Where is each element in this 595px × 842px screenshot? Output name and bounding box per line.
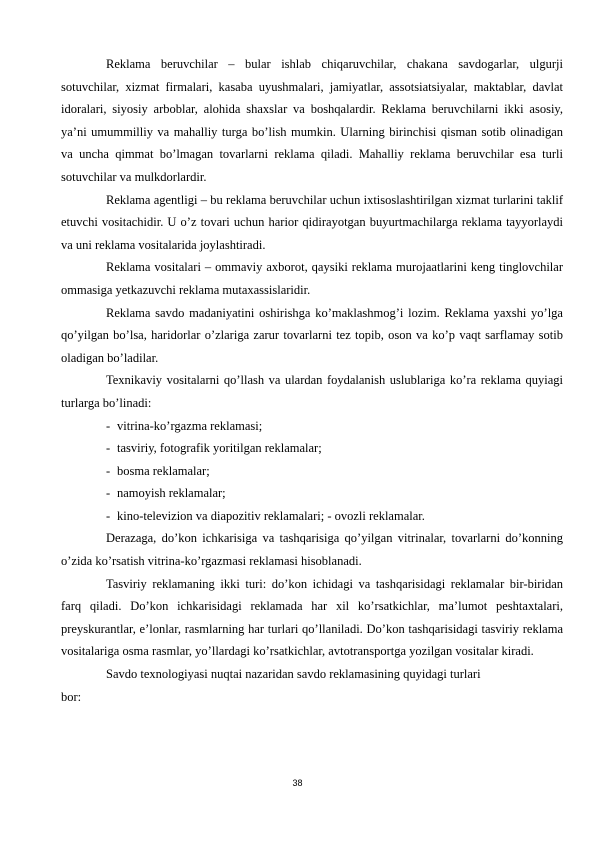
paragraph-agency: Reklama agentligi – bu reklama beruvchilar uchun ixtisoslashtirilgan xizmat turlarini taklif etuvchi vositachidir. U o’z tovari uchun harior qidirayotgan buyurtmachilarga reklama tayyorlaydi va uni reklama vositalarida joylashtiradi. (61, 192, 563, 252)
list-item (61, 460, 563, 483)
list-item-text: tasviriy, fotografik yoritilgan reklamalar; (117, 441, 322, 456)
list-item-text: vitrina-ko’rgazma reklamasi; (117, 418, 263, 433)
body-text (61, 53, 563, 708)
paragraph-advertisers: Reklama beruvchilar – bular ishlab chiqaruvchilar, chakana savdogarlar, ulgurji sotuvchilar, xizmat firmalari, kasaba uyushmalari, jamiyatlar, assotsiatsiyalar, maktablar, davlat idoralari, siyosiy arboblar, alohida shaxslar va boshqalardir. Reklama beruvchilarni ikki asosiy, ya’ni umummilliy va mahalliy turga bo’lish mumkin. Ularning birinchisi qisman sotib olinadigan va uncha qimmat bo’lmagan tovarlarni reklama qiladi. Mahalliy reklama beruvchilar esa turli sotuvchilar va mulkdorlardir. (61, 57, 563, 184)
paragraph-visual-advertising: Tasviriy reklamaning ikki turi: do’kon ichidagi va tashqarisidagi reklamalar bir-biridan farq qiladi. Do’kon ichkarisidagi reklamada har xil ko’rsatkichlar, ma’lumot peshtaxtalari, preyskurantlar, e’lonlar, rasmlarning har turlari qo’llaniladi. Do’kon tashqarisidagi tasviriy reklama vositalariga osma rasmlar, yo’llardagi ko’rsatkichlar, avtotransportga yozilgan vositalar kiradi. (61, 576, 563, 659)
list-item (61, 482, 563, 505)
list-item-text: kino-televizion va diapozitiv reklamalari; - ovozli reklamalar. (117, 508, 425, 523)
list-dash: - (106, 486, 111, 501)
paragraph-trade-culture: Reklama savdo madaniyatini oshirishga ko’maklashmog’i lozim. Reklama yaxshi yo’lga qo’yilgan bo’lsa, haridorlar o’zlariga zarur tovarlarni tez topib, oson va ko’p vaqt sarflamay sotib oladigan bo’ladilar. (61, 305, 563, 365)
list-item (61, 415, 563, 438)
advertising-types-list (61, 415, 563, 528)
list-dash: - (106, 441, 111, 456)
list-item (61, 437, 563, 460)
paragraph-trade-technology: Savdo texnologiyasi nuqtai nazaridan savdo reklamasining quyidagi turlari (106, 667, 481, 682)
list-item-text: namoyish reklamalar; (117, 486, 226, 501)
paragraph-media: Reklama vositalari – ommaviy axborot, qaysiki reklama murojaatlarini keng tinglovchilar ommasiga yetkazuvchi reklama mutaxassislaridir. (61, 260, 563, 297)
list-item-text: bosma reklamalar; (117, 463, 210, 478)
paragraph-final-line: bor: (61, 689, 82, 704)
page-number: 38 (292, 778, 303, 788)
list-dash: - (106, 508, 111, 523)
paragraph-types-intro: Texnikaviy vositalarni qo’llash va ulardan foydalanish uslublariga ko’ra reklama quyiagi turlarga bo’linadi: (61, 373, 563, 410)
list-item (61, 505, 563, 528)
paragraph-window-display: Derazaga, do’kon ichkarisiga va tashqarisiga qo’yilgan vitrinalar, tovarlarni do’konning o’zida ko’rsatish vitrina-ko’rgazmasi reklamasi hisoblanadi. (61, 531, 563, 569)
list-dash: - (106, 418, 111, 433)
list-dash: - (106, 463, 111, 478)
